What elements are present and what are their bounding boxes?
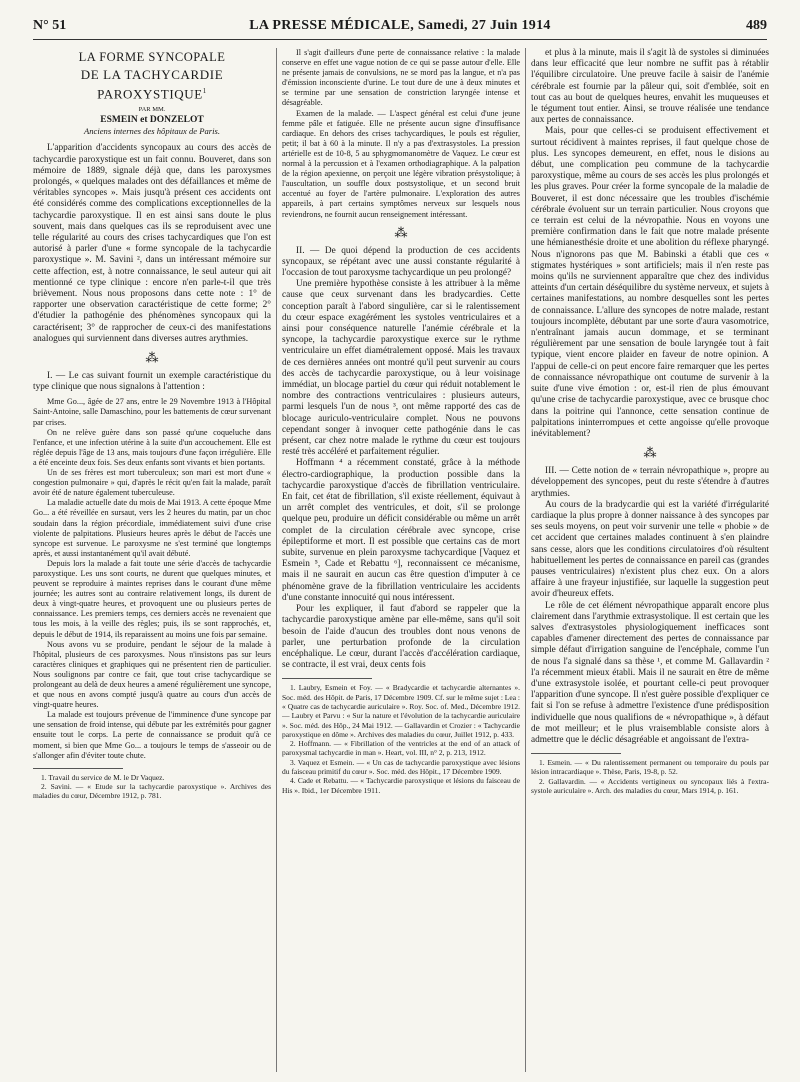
case-paragraph: Il s'agit d'ailleurs d'une perte de connaissance relative : la malade conserve en effet une vague notion de ce qui se passe autour d'elle. Elle ne présente jamais de convulsions, ne se mord pas la langue, et n'a pas d'émission inconsciente d'urine. Le tout dure de une à deux minutes et se termine par une sensation de constriction laryngée intense et désagréable. (282, 48, 520, 108)
affiliation: Anciens internes des hôpitaux de Paris. (83, 126, 221, 137)
footnote-rule (33, 768, 123, 769)
authors: ESMEIN et DONZELOT (100, 115, 204, 126)
footnote: 2. Gallavardin. — « Accidents vertigineux ou syncopaux liés à l'extra-systole auriculaire ». Arch. des maladies du cœur, Mars 1914, p. 161. (531, 776, 769, 796)
case-paragraph: Mme Go..., âgée de 27 ans, entre le 29 Novembre 1913 à l'Hôpital Saint-Antoine, salle Damaschino, pour les battements de cœur survenant par crises. (33, 397, 271, 427)
case-paragraph: Un de ses frères est mort tuberculeux; son mari est mort d'une « congestion pulmonaire » qui, d'après le récit qu'en fait la malade, paraît avoir été de nature également tuberculeuse. (33, 468, 271, 498)
section-separator: ⁂ (145, 349, 159, 365)
footnote: 2. Hoffmann. — « Fibrillation of the ventricles at the end of an attack of paroxysmal tachycardie in man ». Heart, vol. III, n° 2, p. 213, 1912. (282, 739, 520, 758)
footnote: 1. Esmein. — « Du ralentissement permanent ou temporaire du pouls par lésion intracardiaque ». Thèse, Paris, 19-8, p. 52. (531, 758, 769, 777)
article-title-line2: DE LA TACHYCARDIE PAROXYSTIQUE$^1$ (80, 67, 224, 102)
paragraph: Mais, pour que celles-ci se produisent effectivement et surtout récidivent à maintes reprises, il faut quelque chose de plus. Les syncopes demeurent, en effet, nous le disions au début, une complication peu commune de la tachycardie paroxystique, même au cours de ses accès les plus prolongés et les plus graves. Pour créer la forme syncopale de la maladie de Bouveret, il est donc nécessaire que les troubles d'ischémie cérébrale évoluent sur un terrain particulier. Nous croyons que ce terrain est celui de la névropathie. Nous en voyons une première confirmation dans le fait que notre malade présente une hémianesthésie droite et une abolition du réflexe pharyngé. Nous n'ignorons pas que M. Babinski a établi que ces « stigmates hystériques » sont artificiels; mais il n'en reste pas moins qu'ils ne surviennent apparaître que chez des individus atteints d'un certain déséquilibre du système nerveux, et sujets à certaines manifestations, au nombre desquelles sont les pertes de connaissance. L'allure des syncopes de notre malade, restant toujours incomplète, débutant par une sorte d'aura vasomotrice, n'entraînant jamais aucun dommage, et se terminant régulièrement par une sensation de boule laryngée tout à fait typique, vient encore plaider en faveur de notre opinion. A l'appui de celle-ci on peut encore faire remarquer que les pertes de connaissance névropathique ont coutume de survenir à la suite d'une vive émotion : or, est-il rien de plus émouvant qu'une crise de tachycardie paroxystique, avec ce brusque choc dans la poitrine qui l'annonce, cette sensation continue de palpitations ininterrompues et cette angoisse qu'elle provoque inévitablement? (531, 126, 769, 439)
paragraph: II. — De quoi dépend la production de ces accidents syncopaux, se répétant avec une aussi constante régularité à l'occasion de tout paroxysme tachycardique un peu prolongé? (282, 245, 520, 278)
column-1 (33, 48, 271, 1072)
paragraph: Hoffmann ⁴ a récemment constaté, grâce à la méthode électro-cardiographique, la production possible dans la tachycardie paroxystique d'accès de fibrillation ventriculaire. En fait, cet état de fibrillation, s'il existe réellement, équivaut à un arrêt complet des ventricules, et doit, s'il se prolonge quelque peu, produire un déficit considérable ou même un arrêt complet de la circulation cérébrale avec syncope, crise épileptiforme et mort. Il est possible que certains cas de mort subite, survenue en plein paroxysme tachycardique [Vaquez et Esmein ⁵, Cade et Rebattu ⁶], reconnaissent ce mécanisme, mais il ne saurait en aucun cas être question d'imputer à ce phénomène grave de la fibrillation ventriculaire les accidents d'une constante innocuité qui nous intéressent. (282, 458, 520, 603)
footnote: 4. Cade et Rebattu. — « Tachycardie paroxystique et lésions du faisceau de His ». Ibid., 1er Décembre 1911. (282, 776, 520, 795)
header-rule (33, 39, 767, 40)
column-2 (282, 48, 520, 1072)
byline-prefix: PAR MM. (138, 106, 166, 114)
title-footnote-mark: 1 (202, 87, 207, 95)
case-paragraph: Examen de la malade. — L'aspect général est celui d'une jeune femme pâle et fatiguée. Elle ne présente aucun signe d'insuffisance cardiaque. En dehors des crises tachycardiques, le pouls est régulier, petit; il bat à 60 à la minute. Il n'y a pas d'extrasystoles. La pression artérielle est de 10-8, 5 au sphygmomanomètre de Vaquez. Le cœur est normal à la percussion et à l'examen orthodiagraphique. A la palpation de la région apexienne, on perçoit une légère vibration présystolique; à l'auscultation, un souffle doux postsystolique, et un second bruit accentué au foyer de l'artère pulmonaire. L'exploration des autres appareils, à part certains symptômes nerveux sur lesquels nous reviendrons, ne fournit aucun renseignement intéressant. (282, 108, 520, 219)
case-paragraph: Nous avons vu se produire, pendant le séjour de la malade à l'hôpital, plusieurs de ces paroxysmes. Nous n'insistons pas sur leurs caractères cliniques et graphiques qui ne présentent rien de particulier. Nous soulignons par contre ce fait, que tout crise tachycardique se prolongeant au delà de deux heures a amené régulièrement une syncope, et que nous en avons compté jusqu'à quatre au cours d'un accès de vingt-quatre heures. (33, 639, 271, 710)
page-header (33, 18, 767, 36)
paragraph: I. — Le cas suivant fournit un exemple caractéristique du type clinique que nous signalons à l'attention : (33, 370, 271, 393)
paragraph: Une première hypothèse consiste à les attribuer à la même cause que ceux survenant dans les bradycardies. Cette conception paraît à l'abord singulière, car si le ralentissement du cœur espace exagérément les systoles ventriculaires et a ainsi pour conséquence naturelle l'anémie cérébrale et la syncope, la tachycardie paroxystique exerce sur le rythme ventriculaire un effet diamétralement opposé. Mais les travaux de ces dernières années ont montré qu'il peut survenir au cours des accès de tachycardie paroxystique, ou à leur voisinage immédiat, un blocage partiel du cœur qui réduit notablement le nombre des contractions ventriculaires : plusieurs auteurs, parmi lesquels l'un de nous ³, ont même rapporté des cas de blocage auriculo-ventriculaire complet. Nous ne pouvons cependant songer à invoquer cette pathogénie dans le cas présent, car chez notre malade le rythme du cœur est toujours resté très accéléré et parfaitement régulier. (282, 279, 520, 458)
paragraph: Pour les expliquer, il faut d'abord se rappeler que la tachycardie paroxystique amène par elle-même, sans qu'il soit besoin de l'aide d'aucun des troubles dont nous venons de parler, une perturbation profonde de la circulation encéphalique. Le cœur, durant l'accès d'accélération cardiaque, se contracte, il est vrai, deux cents fois (282, 604, 520, 671)
case-paragraph: Depuis lors la malade a fait toute une série d'accès de tachycardie paroxystique. Les uns sont courts, ne durent que quelques minutes, et peuvent se reproduire à maintes reprises dans le courant d'une même journée; les autres sont au contraire relativement longs, ils durent de deux à vingt-quatre heures, et provoquent une ou plusieurs pertes de connaissance. Les premiers temps, ces derniers accès ne revenaient que tous les mois, à la veille des règles; puis, ils se sont rapprochés, et, depuis le début de 1914, ils reparaissent au moins une fois par semaine. (33, 558, 271, 639)
column-3 (531, 48, 769, 1072)
paragraph: L'apparition d'accidents syncopaux au cours des accès de tachycardie paroxystique est un fait connu. Bouveret, dans son mémoire de 1889, signale déjà que, dans les paroxysmes prolongés, « quelques malades ont des défaillances et même de véritables syncopes ». Mais jusqu'à présent ces accidents ont été considérés comme des complications exceptionnelles de la tachycardie paroxystique. Il en est ainsi sans doute le plus souvent, mais dans quelques cas ils se reproduisent avec une telle régularité au cours des crises tachycardiques que l'on est autorisé à parler d'une « forme syncopale de la tachycardie paroxystique ». M. Savini ², dans un intéressant mémoire sur cette affection, est, à notre connaissance, le seul auteur qui ait mentionné ce type clinique : encore n'en parle-t-il que très brièvement. Nous nous proposons dans cette note : 1° de rapporter une observation caractéristique de cette forme; 2° d'étudier la pathogénie des phénomènes syncopaux qui la caractérisent; 3° de rapprocher de ceux-ci des manifestations analogues qui surviennent dans diverses autres arythmies. (33, 143, 271, 344)
paragraph: Le rôle de cet élément névropathique apparaît encore plus clairement dans l'arythmie extrasystolique. Il est certain que les salves d'extrasystoles physiologiquement inefficaces sont capables d'amener directement des pertes de connaissance par simple défaut d'irrigation sanguine de l'encéphale, comme l'un de nous l'a signalé dans sa thèse ¹, et comme M. Gallavardin ² l'a récemment mieux établi. Mais il ne saurait en être de même d'une extrasystole isolée, et pourtant celle-ci peut provoquer l'apparition d'une syncope. Il n'est guère possible d'expliquer ce fait si l'on se refuse à admettre l'existence d'une prédisposition individuelle que nous qualifions de « névropathique », à défaut de mot meilleur; et le plus vraisemblable consiste alors à admettre que le déclic désagréable et angoissant de l'extra- (531, 600, 769, 745)
article-title-line1: LA FORME SYNCOPALE (78, 50, 226, 64)
footnote-rule (531, 753, 621, 754)
section-separator: ⁂ (394, 224, 408, 240)
case-paragraph: La maladie actuelle date du mois de Mai 1913. A cette époque Mme Go... a été réveillée en sursaut, vers les 2 heures du matin, par un choc soudain dans la région précordiale, immédiatement suivi d'une crise violente de palpitations. Plusieurs heures après le début de l'accès une syncope est survenue. Le paroxysme ne s'est terminé que longtemps après, et aussi instantanément qu'il avait débuté. (33, 498, 271, 558)
case-paragraph: On ne relève guère dans son passé qu'une coqueluche dans l'enfance, et une infection utérine à la suite d'un accouchement. Elle est réglée depuis l'âge de 13 ans, mais toujours d'une façon irrégulière. Elle a été enceinte deux fois. Ses deux enfants sont vivants et bien portants. (33, 427, 271, 467)
article-heading (33, 50, 271, 137)
case-paragraph: La malade est toujours prévenue de l'imminence d'une syncope par une sensation de froid intense, qui débute par les extrémités pour gagner ensuite tout le corps. La perte de connaissance se produit qu'à ce moment, si bien que Mme Go... a toujours le temps de s'asseoir ou de s'allonger afin d'éviter toute chute. (33, 710, 271, 760)
issue-number: N° 51 (33, 18, 67, 33)
footnote: 2. Savini. — « Etude sur la tachycardie paroxystique ». Archives des maladies du cœur, Décembre 1912, p. 781. (33, 782, 271, 801)
column-divider (276, 48, 277, 1072)
paragraph: et plus à la minute, mais il s'agit là de systoles si diminuées dans leur efficacité que leur nombre ne suffit pas à rétablir l'équilibre circulatoire. Une preuve facile à saisir de l'anémie cérébrale est fournie par la pâleur qui, soit d'emblée, soit en tout cas au bout de quelques heures, envahit les muqueuses et le tégument tout entier. Ainsi, se trouve réalisée une tendance aux pertes de connaissance. (531, 48, 769, 126)
footnote-rule (282, 678, 372, 679)
section-separator: ⁂ (643, 445, 657, 461)
footnote: 1. Laubry, Esmein et Foy. — « Bradycardie et tachycardie alternantes ». Soc. méd. des Hôpit. de Paris, 17 Décembre 1909. Cf. sur le même sujet : Lea : « Quatre cas de tachycardie auriculaire ». Roy. Soc. of. Med., Décembre 1912. — Laubry et Parvu : « Sur la nature et l'évolution de la tachycardie auriculaire ». Soc. méd. des Hôp., 24 Mai 1912. — Gallavardin et Crozier : « Tachycardie paroxystique en dôme ». Archives des maladies du cœur, Juillet 1912, p. 433. (282, 683, 520, 739)
column-divider (525, 48, 526, 1072)
paragraph: Au cours de la bradycardie qui est la variété d'irrégularité cardiaque la plus propre à donner naissance à des syncopes par ses seuls moyens, on peut voir survenir une telle « phobie » de cet accident que certaines malades continuent à s'en plaindre sans cesse, alors que les conditions circulatoires d'où résultent habituellement les pertes de connaissance en pareil cas (grandes pauses ventriculaires) n'existent plus chez eux. On a alors affaire à une frayeur injustifiée, sur laquelle la suggestion peut avoir d'heureux effets. (531, 499, 769, 600)
footnote: 1. Travail du service de M. le Dr Vaquez. (41, 772, 165, 782)
page-number: 489 (746, 18, 767, 33)
journal-title: LA PRESSE MÉDICALE, Samedi, 27 Juin 1914 (249, 18, 551, 33)
paragraph: III. — Cette notion de « terrain névropathique », propre au développement des syncopes, peut du reste s'étendre à d'autres arythmies. (531, 466, 769, 499)
footnote: 3. Vaquez et Esmein. — « Un cas de tachycardie paroxystique avec lésions du faisceau primitif du cœur ». Soc. méd. des Hôpit., 17 Décembre 1909. (282, 757, 520, 776)
